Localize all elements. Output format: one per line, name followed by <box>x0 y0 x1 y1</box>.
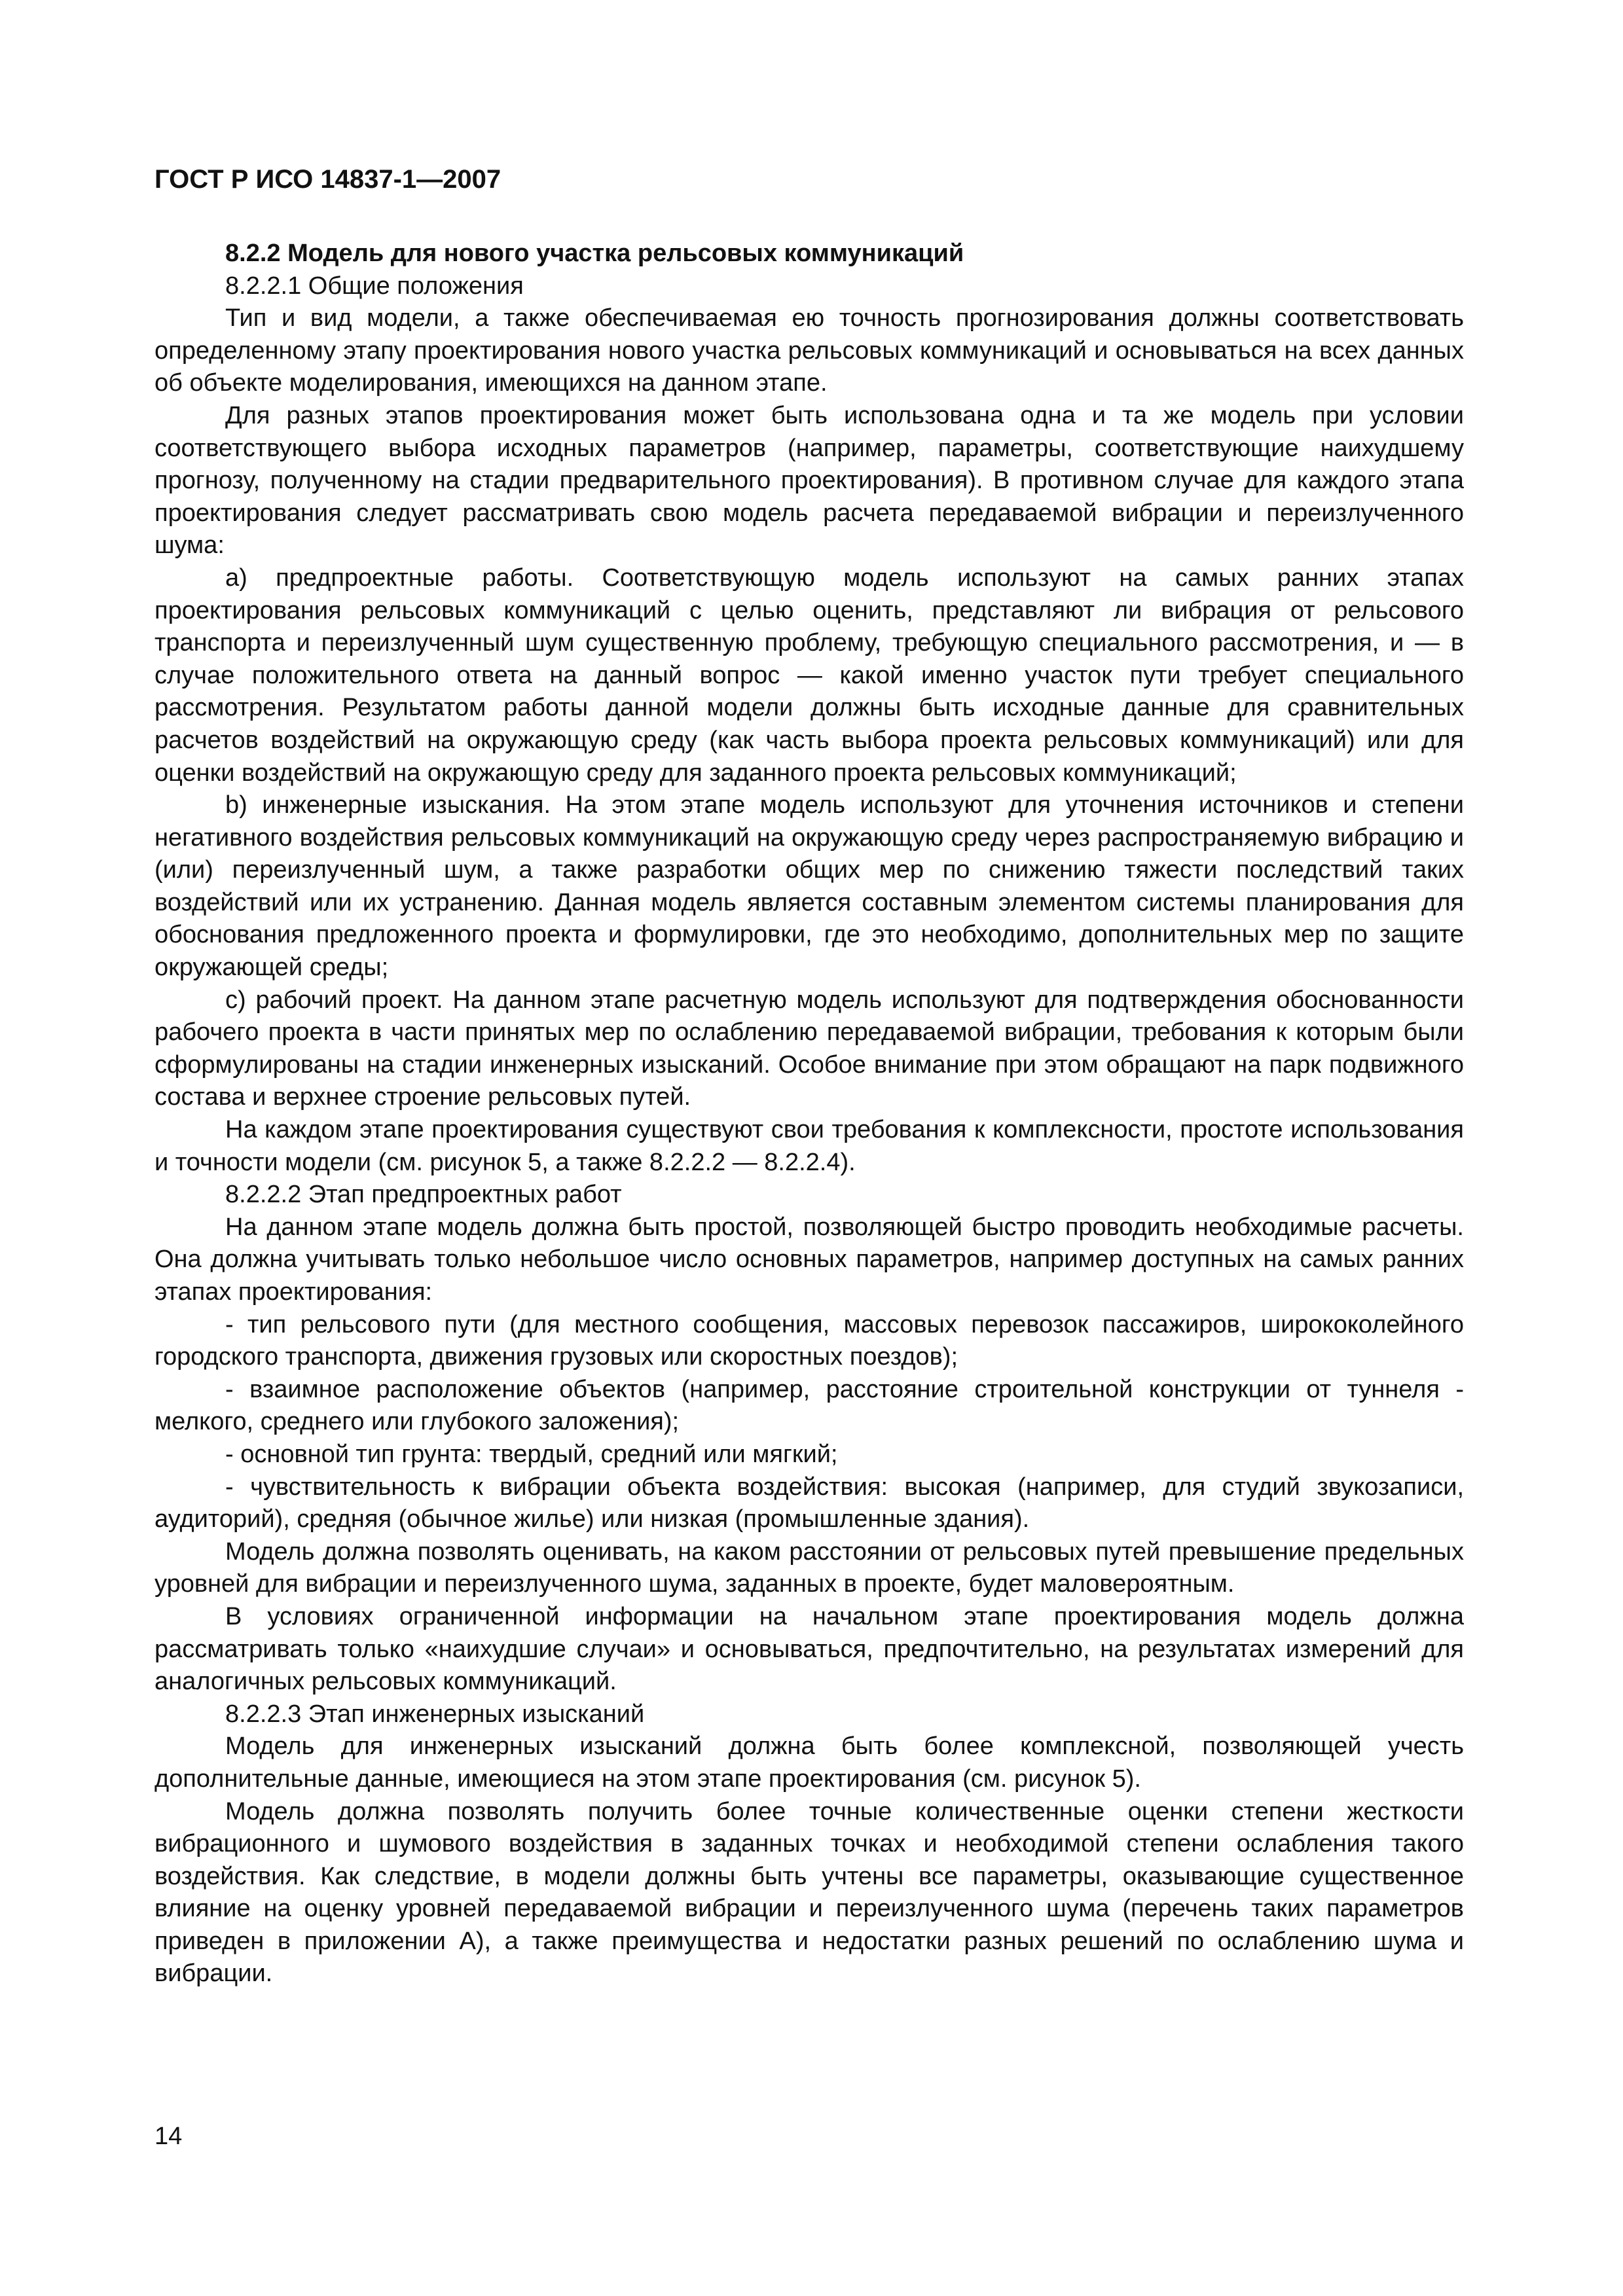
standard-designation: ГОСТ Р ИСО 14837-1—2007 <box>155 165 501 194</box>
paragraph: Модель должна позволять получить более точные количественные оценки степени жесткости вибрационного и шумового воздействия в заданных точках и необходимой степени ослабления такого воздействия. Как следствие, в модели должны быть учтены все параметры, оказывающие существенное влияние на оценку уровней передаваемой вибрации и переизлученного шума (перечень таких параметров приведен в приложении А), а также преимущества и недостатки разных решений по ослаблению шума и вибрации. <box>155 1797 1464 1988</box>
document-page <box>155 164 1464 1990</box>
subsection-heading: 8.2.2.1 Общие положения <box>225 272 524 300</box>
list-item: c) рабочий проект. На данном этапе расчетную модель используют для подтверждения обоснованности рабочего проекта в части принятых мер по ослаблению передаваемой вибрации, требования к которым были сформулированы на стадии инженерных изысканий. Особое внимание при этом обращают на парк подвижного состава и верхнее строение рельсовых путей. <box>155 986 1464 1111</box>
paragraph: Модель для инженерных изысканий должна быть более комплексной, позволяющей учесть дополнительные данные, имеющиеся на этом этапе проектирования (см. рисунок 5). <box>155 1732 1464 1793</box>
paragraph: На данном этапе модель должна быть простой, позволяющей быстро проводить необходимые расчеты. Она должна учитывать только небольшое число основных параметров, например доступных на самых ранних этапах проектирования: <box>155 1213 1464 1306</box>
paragraph: Для разных этапов проектирования может быть использована одна и та же модель при условии соответствующего выбора исходных параметров (например, параметры, соответствующие наихудшему прогнозу, полученному на стадии предварительного проектирования). В противном случае для каждого этапа проектирования следует рассматривать свою модель расчета передаваемой вибрации и переизлученного шума: <box>155 401 1464 560</box>
list-item: - основной тип грунта: твердый, средний или мягкий; <box>225 1440 838 1468</box>
paragraph: В условиях ограниченной информации на начальном этапе проектирования модель должна рассматривать только «наихудшие случаи» и основываться, предпочтительно, на результатах измерений для аналогичных рельсовых коммуникаций. <box>155 1602 1464 1696</box>
document-body <box>155 238 1464 1990</box>
paragraph: Модель должна позволять оценивать, на каком расстоянии от рельсовых путей превышение предельных уровней для вибрации и переизлученного шума, заданных в проекте, будет маловероятным. <box>155 1537 1464 1598</box>
list-item: b) инженерные изыскания. На этом этапе модель используют для уточнения источников и степени негативного воздействия рельсовых коммуникаций на окружающую среду через распространяемую вибрацию и (или) переизлученный шум, а также разработки общих мер по снижению тяжести последствий таких воздействий или их устранению. Данная модель является составным элементом системы планирования для обоснования предложенного проекта и формулировки, где это необходимо, дополнительных мер по защите окружающей среды; <box>155 791 1464 982</box>
section-heading: 8.2.2 Модель для нового участка рельсовых коммуникаций <box>225 240 964 267</box>
list-item: - чувствительность к вибрации объекта воздействия: высокая (например, для студий звукозаписи, аудиторий), средняя (обычное жилье) или низкая (промышленные здания). <box>155 1473 1464 1534</box>
paragraph: Тип и вид модели, а также обеспечиваемая ею точность прогнозирования должны соответствовать определенному этапу проектирования нового участка рельсовых коммуникаций и основываться на всех данных об объекте моделирования, имеющихся на данном этапе. <box>155 304 1464 397</box>
page-number: 14 <box>155 2123 183 2150</box>
paragraph: На каждом этапе проектирования существуют свои требования к комплексности, простоте использования и точности модели (см. рисунок 5, а также 8.2.2.2 — 8.2.2.4). <box>155 1116 1464 1176</box>
list-item: - тип рельсового пути (для местного сообщения, массовых перевозок пассажиров, ширококолейного городского транспорта, движения грузовых или скоростных поездов); <box>155 1310 1464 1371</box>
subsection-heading: 8.2.2.2 Этап предпроектных работ <box>225 1181 622 1209</box>
list-item: - взаимное расположение объектов (например, расстояние строительной конструкции от туннеля - мелкого, среднего или глубокого заложения); <box>155 1375 1464 1436</box>
subsection-heading: 8.2.2.3 Этап инженерных изысканий <box>225 1700 645 1728</box>
list-item: a) предпроектные работы. Соответствующую модель используют на самых ранних этапах проектирования рельсовых коммуникаций с целью оценить, представляют ли вибрация от рельсового транспорта и переизлученный шум существенную проблему, требующую специального рассмотрения, и — в случае положительного ответа на данный вопрос — какой именно участок пути требует специального рассмотрения. Результатом работы данной модели должны быть исходные данные для сравнительных расчетов воздействий на окружающую среду (как часть выбора проекта рельсовых коммуникаций) или для оценки воздействий на окружающую среду для заданного проекта рельсовых коммуникаций; <box>155 564 1464 787</box>
